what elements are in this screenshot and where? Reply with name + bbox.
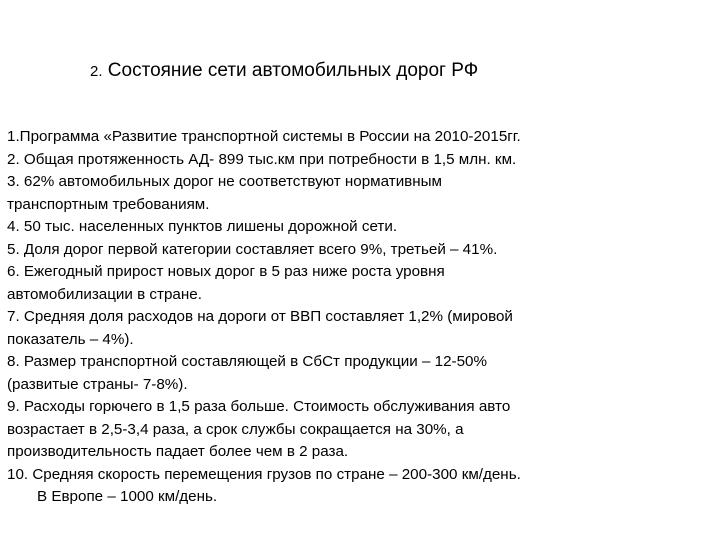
- body-line-11: 8. Размер транспортной составляющей в СбСт продукции – 12-50%: [7, 353, 487, 370]
- body-line-16: 10. Средняя скорость перемещения грузов по стране – 200-300 км/день.: [7, 465, 521, 483]
- body-line-5: 4. 50 тыс. населенных пунктов лишены дорожной сети.: [7, 218, 398, 235]
- body-line-10: показатель – 4%).: [7, 330, 134, 348]
- body-line-15: производительность падает более чем в 2 раза.: [7, 443, 349, 460]
- title-number: 2.: [90, 63, 103, 80]
- body-line-12: (развитые страны- 7-8%).: [7, 375, 188, 393]
- slide-title: [90, 56, 650, 87]
- body-line-7: 6. Ежегодный прирост новых дорог в 5 раз ниже роста уровня: [7, 263, 445, 280]
- body-line-9: 7. Средняя доля расходов на дороги от ВВП составляет 1,2% (мировой: [7, 308, 513, 325]
- title-text: Состояние сети автомобильных дорог РФ: [107, 60, 479, 81]
- slide-body: [7, 126, 713, 509]
- body-line-1: 1.Программа «Развитие транспортной системы в России на 2010-2015гг.: [7, 128, 521, 145]
- body-line-14: возрастает в 2,5-3,4 раза, а срок службы сокращается на 30%, а: [7, 420, 464, 438]
- body-line-2: 2. Общая протяженность АД- 899 тыс.км при потребности в 1,5 млн. км.: [7, 150, 517, 168]
- body-line-4: транспортным требованиям.: [7, 195, 210, 213]
- body-line-3: 3. 62% автомобильных дорог не соответствуют нормативным: [7, 173, 442, 190]
- body-line-8: автомобилизации в стране.: [7, 285, 202, 303]
- body-line-17: В Европе – 1000 км/день.: [37, 488, 218, 505]
- body-line-13: 9. Расходы горючего в 1,5 раза больше. Стоимость обслуживания авто: [7, 398, 511, 415]
- body-line-6: 5. Доля дорог первой категории составляет всего 9%, третьей – 41%.: [7, 240, 498, 258]
